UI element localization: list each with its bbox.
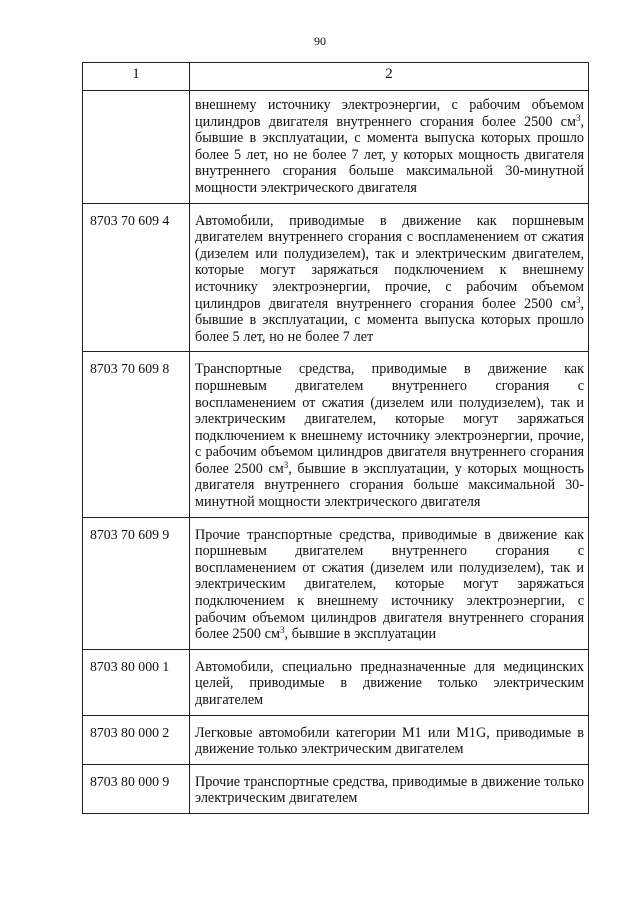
column-header-description: 2 <box>190 63 589 91</box>
unit-exponent: 3 <box>575 294 581 305</box>
description-text: внешнему источнику электроэнергии, с рабочим объемом цилиндров двигателя внутреннего сгорания более 2500 см <box>195 97 584 130</box>
description-text-continued: , бывшие в эксплуатации, у которых мощность двигателя внутреннего сгорания больше максимальной 30-минутной мощности электрического двигателя <box>195 460 584 511</box>
description-text-continued: , бывшие в эксплуатации, с момента выпуска которых прошло более 5 лет, но не более 7 лет <box>195 295 584 345</box>
row-code: 8703 70 609 4 <box>83 203 190 352</box>
description-text-continued: , бывшие в эксплуатации <box>284 626 437 643</box>
description-text: Транспортные средства, приводимые в движение как поршневым двигателем внутреннего сгорания с воспламенением от сжатия (дизелем или полудизелем), так и электрическим двигателем, которые могут заряжаться подключением к внешнему источнику электроэнергии, прочие, с рабочим объемом цилиндров двигателя внутреннего сгорания более 2500 см <box>195 361 584 477</box>
unit-exponent: 3 <box>283 459 289 470</box>
description-text: Прочие транспортные средства, приводимые в движение как поршневым двигателем внутреннего сгорания с воспламенением от сжатия (дизелем или полудизелем), так и электрическим двигателем, которые могут заряжаться подключением к внешнему источнику электроэнергии, с рабочим объемом цилиндров двигателя внутреннего сгорания более 2500 см <box>195 526 584 643</box>
table-row <box>83 91 589 204</box>
tariff-code-table <box>82 62 589 814</box>
row-code: 8703 80 000 1 <box>83 649 190 715</box>
row-code: 8703 80 000 9 <box>83 764 190 813</box>
description-text-continued: , бывшие в эксплуатации, с момента выпуска которых прошло более 5 лет, но не более 7 лет, у которых мощность двигателя внутреннего сгорания больше максимальной 30-минутной мощности электрического двигателя <box>195 113 584 196</box>
row-description <box>190 649 589 715</box>
table-header-row <box>83 63 589 91</box>
row-description <box>190 352 589 517</box>
unit-exponent: 3 <box>575 112 581 123</box>
description-text: Легковые автомобили категории M1 или M1G, приводимые в движение только электрическим двигателем <box>195 724 584 758</box>
row-code: 8703 80 000 2 <box>83 715 190 764</box>
table-row <box>83 352 589 517</box>
column-header-code: 1 <box>83 63 190 91</box>
description-text: Автомобили, специально предназначенные для медицинских целей, приводимые в движение только электрическим двигателем <box>195 658 584 708</box>
page-number: 90 <box>314 34 326 48</box>
row-description <box>190 715 589 764</box>
row-code: 8703 70 609 8 <box>83 352 190 517</box>
row-description <box>190 203 589 352</box>
table-row <box>83 649 589 715</box>
table-row <box>83 715 589 764</box>
row-description <box>190 517 589 649</box>
description-text: Прочие транспортные средства, приводимые в движение только электрическим двигателем <box>195 773 584 807</box>
row-code: 8703 70 609 9 <box>83 517 190 649</box>
table-row <box>83 203 589 352</box>
table-row <box>83 517 589 649</box>
table-row <box>83 764 589 813</box>
row-description <box>190 91 589 204</box>
description-text: Автомобили, приводимые в движение как поршневым двигателем внутреннего сгорания с воспламенением от сжатия (дизелем или полудизелем), так и электрическим двигателем, которые могут заряжаться подключением к внешнему источнику электроэнергии, прочие, с рабочим объемом цилиндров двигателя внутреннего сгорания более 2500 см <box>195 212 584 312</box>
row-description <box>190 764 589 813</box>
unit-exponent: 3 <box>279 625 285 636</box>
row-code <box>83 91 190 204</box>
